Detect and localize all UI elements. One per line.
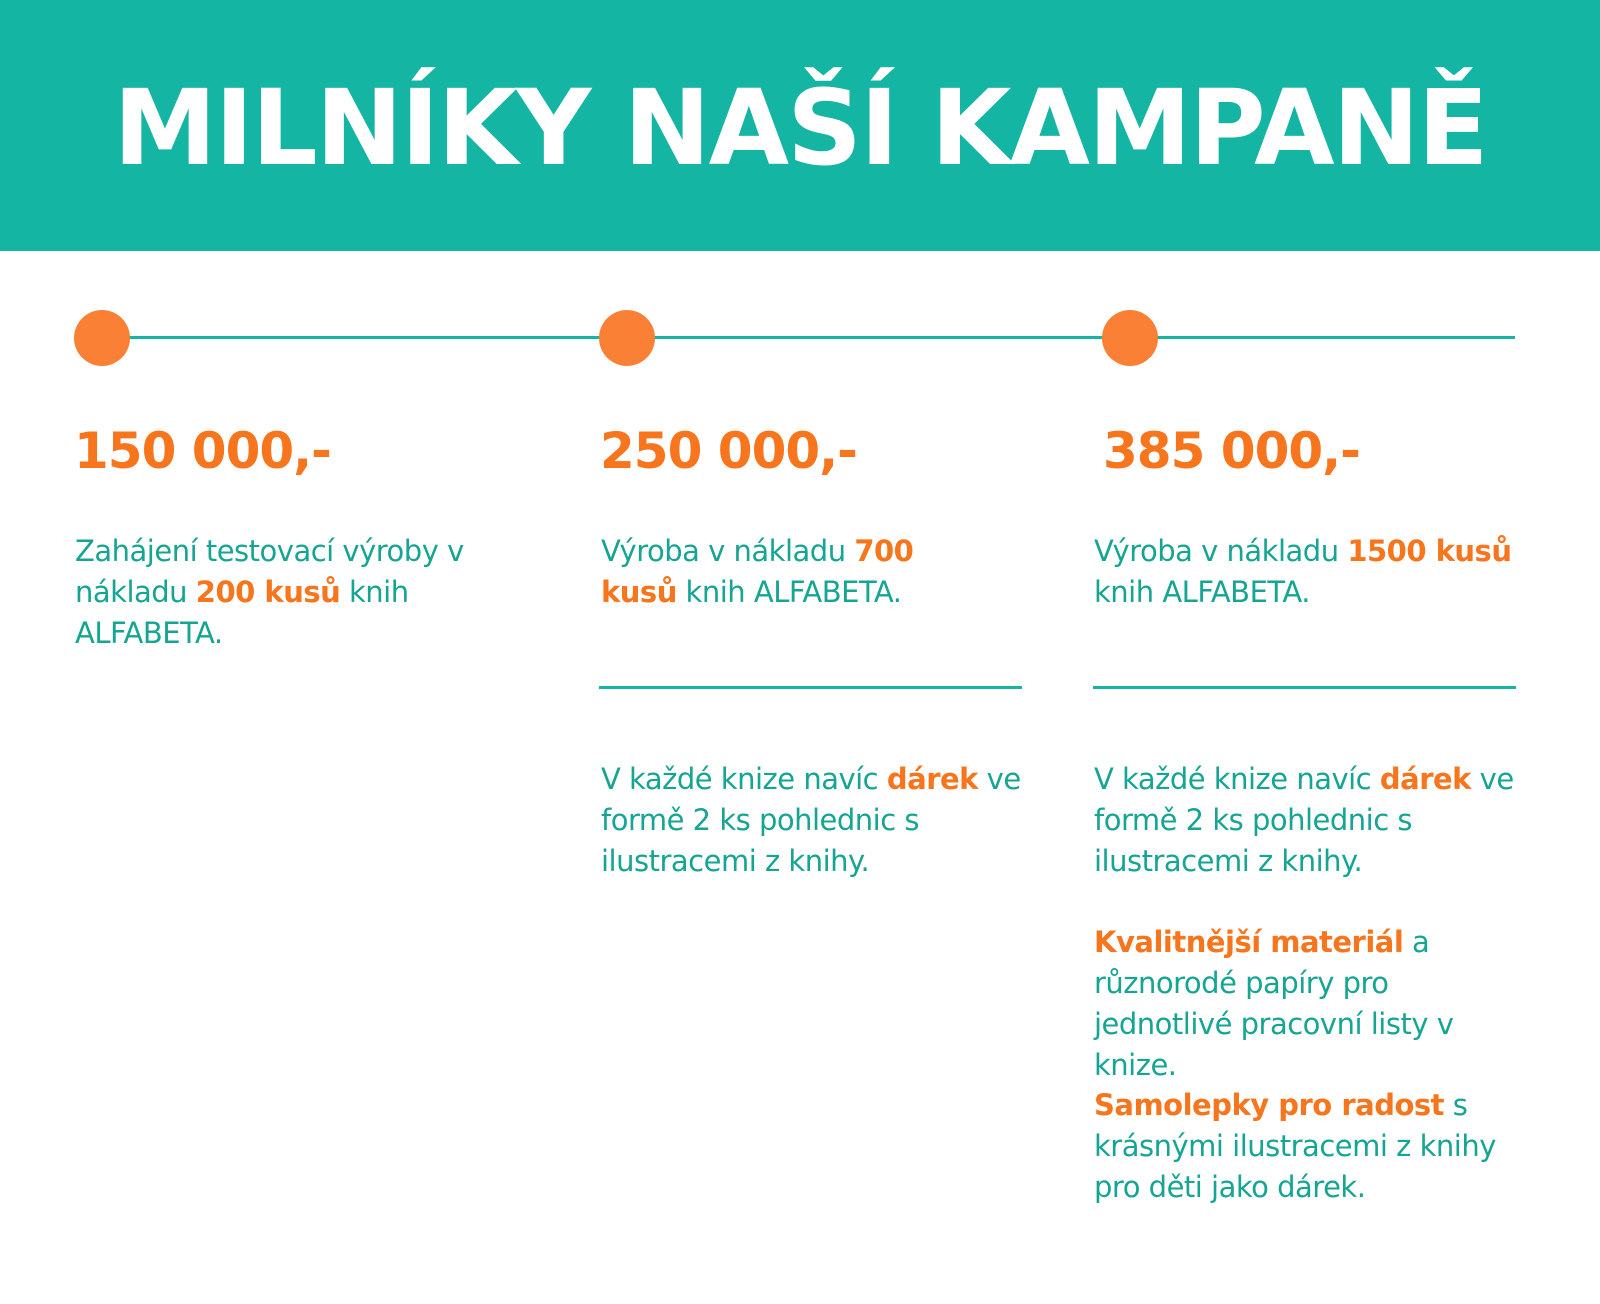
milestone-2-amount: 250 000,- [600, 422, 857, 480]
milestone-2-description-highlight: 700 kusů [601, 534, 914, 609]
milestone-3-material-highlight: Kvalitnější materiál [1094, 925, 1404, 959]
milestone-1-description-text-end: knih ALFABETA. [75, 575, 409, 650]
header-banner [0, 0, 1600, 251]
timeline-line [100, 336, 1515, 339]
milestone-3-description-text: Výroba v nákladu [1094, 534, 1348, 568]
milestone-1-amount: 150 000,- [74, 422, 331, 480]
milestone-3-divider [1093, 686, 1516, 689]
milestone-3-description-text-end: knih ALFABETA. [1094, 575, 1310, 609]
milestone-2-gift-text-end: ve formě 2 ks pohlednic s ilustracemi z knihy. [601, 762, 1021, 878]
milestone-3-gift-text: V každé knize navíc [1094, 762, 1380, 796]
milestone-2-divider [599, 686, 1022, 689]
milestone-3-material-text-end: a různorodé papíry pro jednotlivé pracovní listy v knize. [1094, 925, 1454, 1082]
milestone-3-gift-text-end: ve formě 2 ks pohlednic s ilustracemi z knihy. [1094, 762, 1514, 878]
milestone-3-gift-highlight: dárek [1379, 762, 1471, 796]
milestone-2-gift [601, 759, 1021, 882]
milestone-dot-3 [1102, 310, 1158, 366]
page-title: MILNÍKY NAŠÍ KAMPANĚ [113, 66, 1487, 189]
milestone-dot-2 [599, 310, 655, 366]
milestone-1-description [75, 531, 515, 654]
milestone-2-description-text-end: knih ALFABETA. [676, 575, 902, 609]
milestone-3-material [1094, 922, 1524, 1086]
milestone-3-stickers [1094, 1085, 1524, 1208]
milestone-2-description [601, 531, 971, 613]
milestone-3-description-highlight: 1500 kusů [1347, 534, 1512, 568]
milestone-3-description [1094, 531, 1564, 613]
milestone-3-stickers-highlight: Samolepky pro radost [1094, 1088, 1445, 1122]
milestone-1-description-text: Zahájení testovací výroby v nákladu [75, 534, 464, 609]
milestone-2-gift-highlight: dárek [886, 762, 978, 796]
milestone-dot-1 [74, 310, 130, 366]
milestone-2-description-text: Výroba v nákladu [601, 534, 855, 568]
milestone-3-stickers-text-end: s krásnými ilustracemi z knihy pro děti jako dárek. [1094, 1088, 1496, 1204]
milestone-3-gift [1094, 759, 1524, 882]
milestone-1-description-highlight: 200 kusů [195, 575, 341, 609]
milestone-3-amount: 385 000,- [1103, 422, 1360, 480]
milestone-2-gift-text: V každé knize navíc [601, 762, 887, 796]
